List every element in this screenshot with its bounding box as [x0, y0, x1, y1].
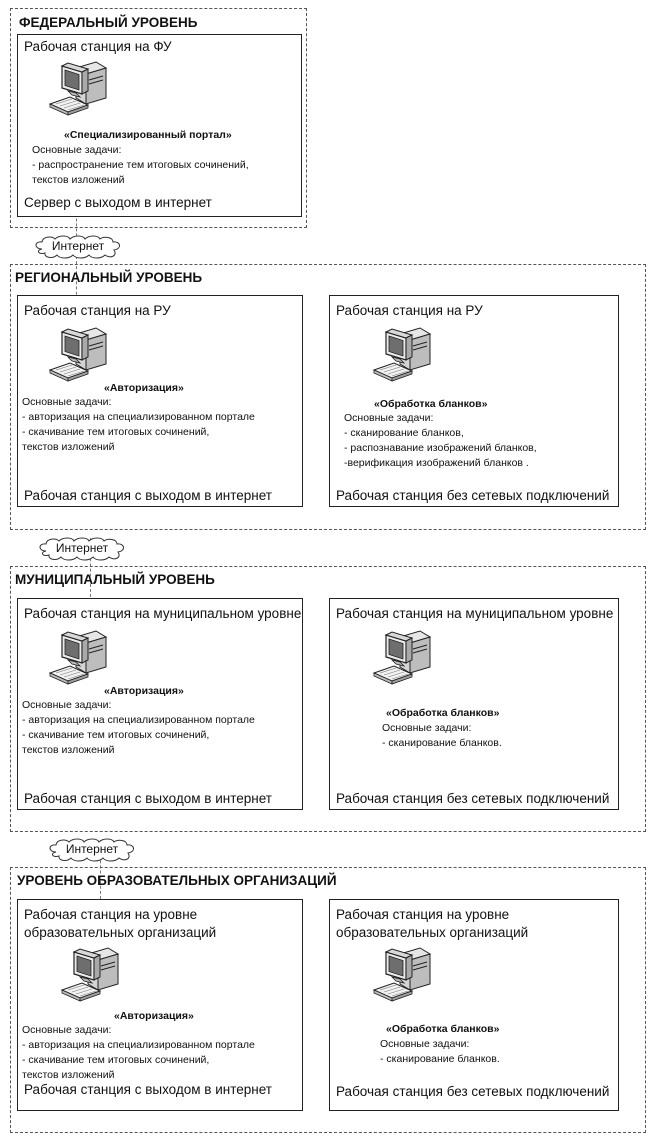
task-item: текстов изложений	[32, 174, 125, 186]
station-title: Рабочая станция на ФУ	[24, 39, 172, 54]
level-title: РЕГИОНАЛЬНЫЙ УРОВЕНЬ	[15, 270, 203, 285]
task-item: - сканирование бланков,	[344, 427, 464, 439]
tasks-block	[380, 1037, 500, 1067]
tasks-block	[22, 1023, 255, 1083]
task-item: - распознавание изображений бланков,	[344, 442, 537, 454]
internet-label: Интернет	[51, 239, 105, 253]
tasks-block	[22, 698, 255, 758]
tasks-header: Основные задачи:	[22, 699, 112, 711]
station-regional-auth	[17, 295, 303, 507]
task-item: текстов изложений	[22, 441, 115, 453]
tasks-block	[382, 721, 502, 751]
task-item: - сканирование бланков.	[380, 1053, 500, 1065]
tasks-header: Основные задачи:	[32, 144, 122, 156]
role-label: «Авторизация»	[104, 382, 184, 394]
role-label: «Специализированный портал»	[64, 129, 232, 141]
task-item: -верификация изображений бланков .	[344, 457, 529, 469]
internet-label: Интернет	[65, 842, 119, 856]
station-municipal-forms	[329, 598, 619, 810]
tasks-header: Основные задачи:	[22, 396, 112, 408]
task-item: текстов изложений	[22, 744, 115, 756]
station-edu-forms	[329, 899, 619, 1111]
computer-icon	[48, 629, 110, 687]
tasks-block	[32, 143, 249, 188]
station-title-line1: Рабочая станция на уровне	[24, 907, 198, 922]
level-educational	[10, 867, 646, 1133]
task-item: - авторизация на специализированном портале	[22, 411, 255, 423]
computer-icon	[372, 629, 434, 687]
station-edu-auth	[17, 899, 303, 1111]
role-label: «Авторизация»	[104, 685, 184, 697]
station-title: Рабочая станция на РУ	[336, 303, 483, 318]
station-municipal-auth	[17, 598, 303, 810]
station-footer: Рабочая станция без сетевых подключений	[336, 1084, 610, 1099]
tasks-header: Основные задачи:	[380, 1038, 470, 1050]
task-item: - скачивание тем итоговых сочинений,	[22, 426, 210, 438]
computer-icon	[48, 60, 110, 118]
station-title-line2: образовательных организаций	[336, 925, 529, 940]
computer-icon	[372, 946, 434, 1004]
station-footer: Рабочая станция без сетевых подключений	[336, 488, 610, 503]
station-title: Рабочая станция на муниципальном уровне	[24, 606, 302, 621]
task-item: - авторизация на специализированном портале	[22, 1039, 255, 1051]
tasks-header: Основные задачи:	[382, 722, 472, 734]
computer-icon	[48, 326, 110, 384]
station-federal	[17, 34, 302, 217]
level-title: УРОВЕНЬ ОБРАЗОВАТЕЛЬНЫХ ОРГАНИЗАЦИЙ	[17, 873, 337, 888]
tasks-header: Основные задачи:	[344, 412, 434, 424]
internet-label: Интернет	[55, 541, 109, 555]
level-title: МУНИЦИПАЛЬНЫЙ УРОВЕНЬ	[15, 572, 215, 587]
computer-icon	[60, 946, 122, 1004]
role-label: «Авторизация»	[114, 1010, 194, 1022]
station-footer: Рабочая станция без сетевых подключений	[336, 791, 610, 806]
role-label: «Обработка бланков»	[374, 398, 488, 410]
task-item: - авторизация на специализированном портале	[22, 714, 255, 726]
role-label: «Обработка бланков»	[386, 707, 500, 719]
internet-cloud	[32, 235, 124, 259]
station-title-line2: образовательных организаций	[24, 925, 217, 940]
station-title: Рабочая станция на муниципальном уровне	[336, 606, 614, 621]
internet-cloud	[36, 537, 128, 561]
internet-cloud	[46, 838, 138, 862]
station-footer: Сервер с выходом в интернет	[24, 195, 212, 210]
tasks-block	[22, 395, 255, 455]
level-title: ФЕДЕРАЛЬНЫЙ УРОВЕНЬ	[19, 15, 198, 30]
station-footer: Рабочая станция с выходом в интернет	[24, 791, 272, 806]
station-regional-forms	[329, 295, 619, 507]
station-footer: Рабочая станция с выходом в интернет	[24, 1082, 272, 1097]
tasks-block	[344, 411, 537, 471]
level-federal	[10, 8, 307, 228]
task-item: - скачивание тем итоговых сочинений,	[22, 1054, 210, 1066]
task-item: - скачивание тем итоговых сочинений,	[22, 729, 210, 741]
task-item: текстов изложений	[22, 1069, 115, 1081]
station-title-line1: Рабочая станция на уровне	[336, 907, 510, 922]
role-label: «Обработка бланков»	[386, 1023, 500, 1035]
task-item: - сканирование бланков.	[382, 737, 502, 749]
computer-icon	[372, 326, 434, 384]
task-item: - распространение тем итоговых сочинений,	[32, 159, 249, 171]
level-regional	[10, 264, 646, 530]
tasks-header: Основные задачи:	[22, 1024, 112, 1036]
station-title: Рабочая станция на РУ	[24, 303, 171, 318]
station-footer: Рабочая станция с выходом в интернет	[24, 488, 272, 503]
level-municipal	[10, 566, 646, 832]
